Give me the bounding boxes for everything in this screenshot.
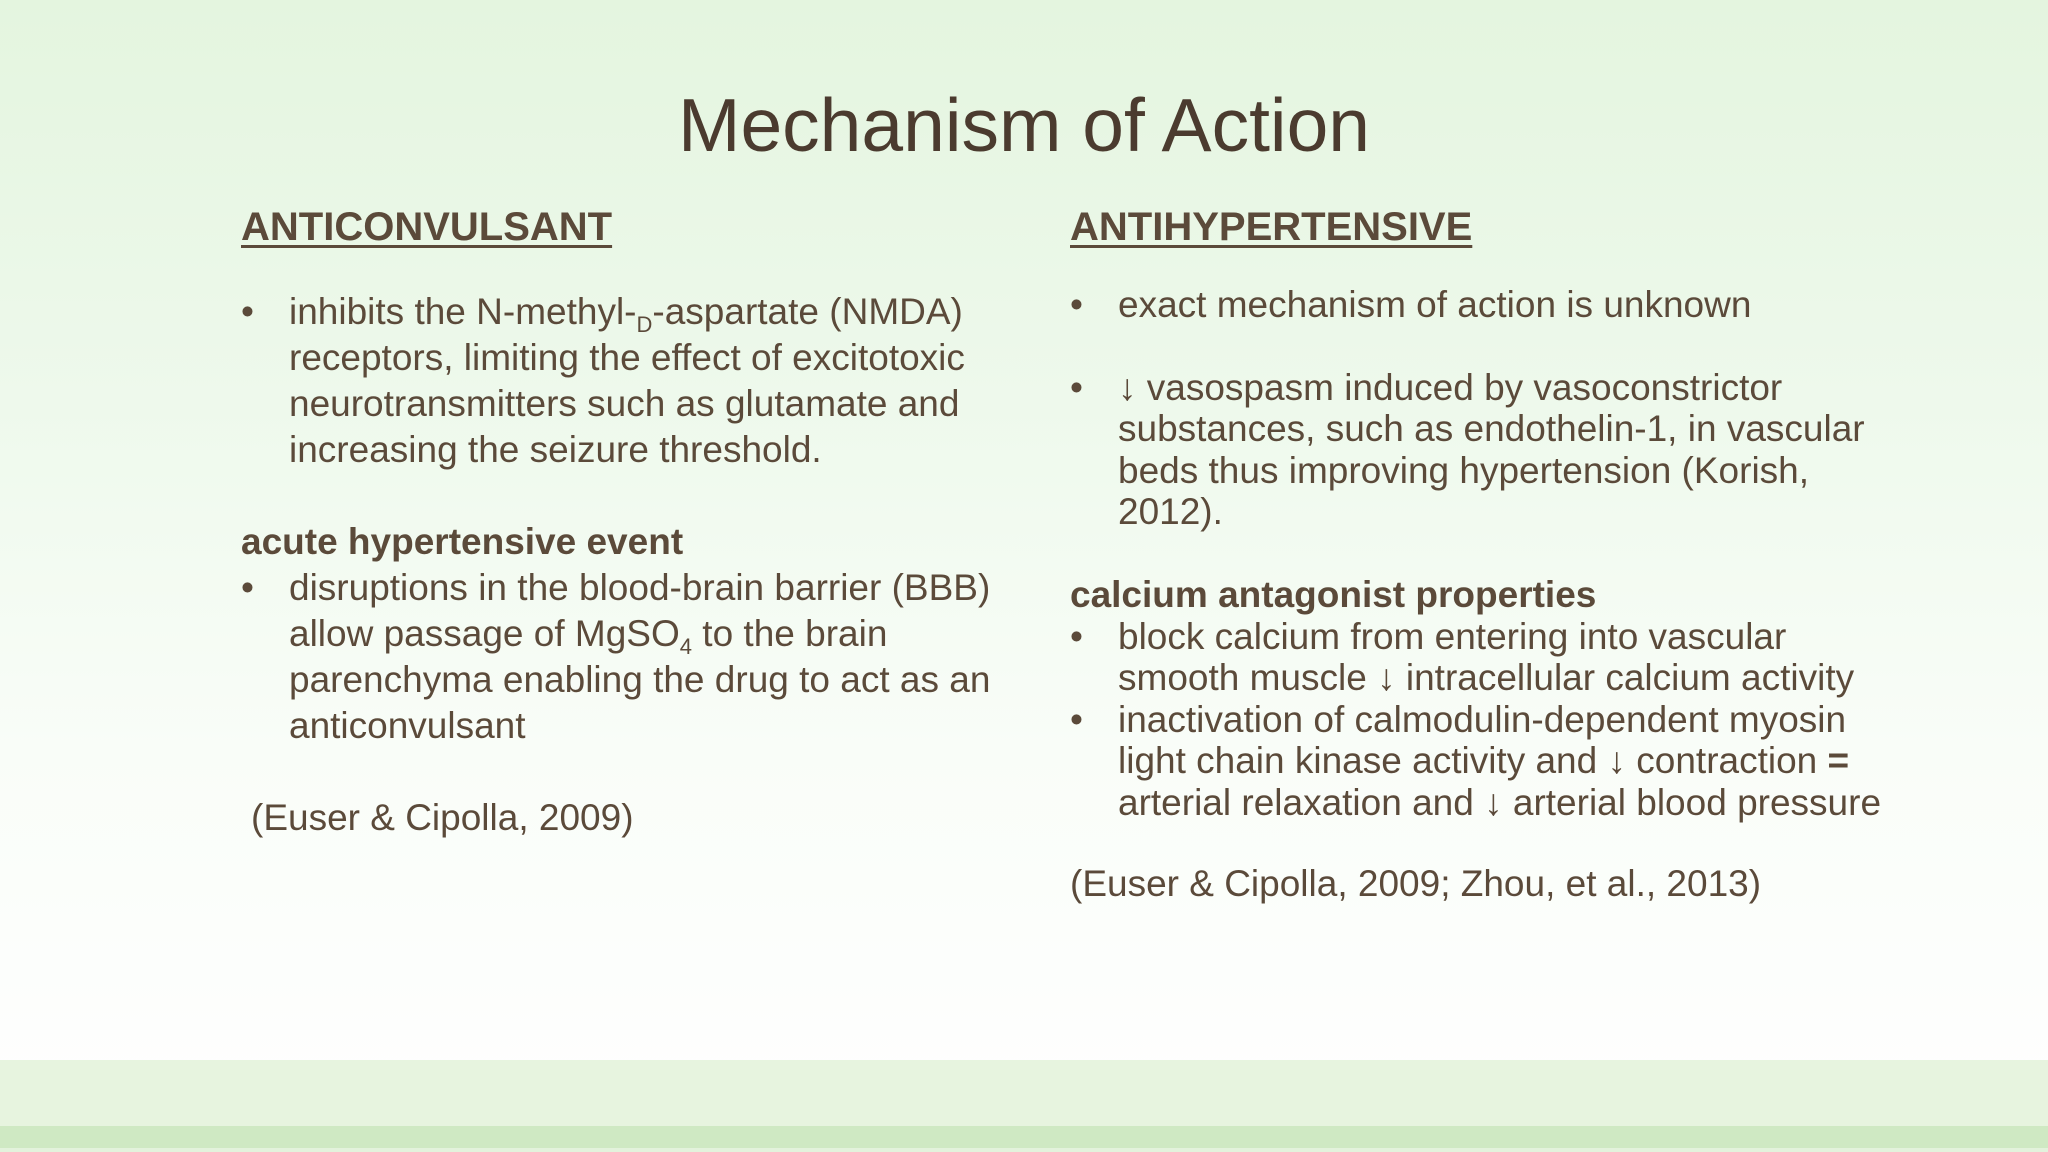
bbb-bullet [241,565,1061,749]
unknown-mechanism-bullet: • exact mechanism of action is unknown [1070,284,1890,326]
antihypertensive-heading: ANTIHYPERTENSIVE [1070,205,1473,249]
left-citation: (Euser & Cipolla, 2009) [251,797,634,838]
bbb-bullet-text-end: to the brain parenchyma enabling the drug to act as an anticonvulsant [289,613,991,746]
anticonvulsant-column [241,203,1061,841]
footer-line-edge [0,1148,2048,1152]
calmodulin-bullet-text-start: inactivation of calmodulin-dependent myosin light chain kinase activity and ↓ contraction [1118,698,1847,781]
anticonvulsant-heading: ANTICONVULSANT [241,205,613,249]
right-citation: (Euser & Cipolla, 2009; Zhou, et al., 2013) [1070,863,1762,904]
calmodulin-bullet [1070,699,1890,824]
nmda-bullet-text-start: inhibits the N-methyl- [289,291,637,332]
calmodulin-bullet-text-end: arterial relaxation and ↓ arterial blood pressure [1118,781,1882,823]
acute-hypertensive-subheading: acute hypertensive event [241,521,684,562]
antihypertensive-column [1070,203,1890,907]
bbb-bullet-text-start: disruptions in the blood-brain barrier (BBB) allow passage of MgSO [289,567,991,654]
nmda-bullet [241,289,1061,473]
nmda-bullet-text-end: -aspartate (NMDA) receptors, limiting the effect of excitotoxic neurotransmitters such as glutamate and increasing the seizure threshold. [289,291,965,470]
slide-title: Mechanism of Action [678,83,1370,167]
vasospasm-bullet: • ↓ vasospasm induced by vasoconstrictor substances, such as endothelin-1, in vascular beds thus improving hypertension (Korish, 2012). [1070,367,1890,533]
footer-band [0,1060,2048,1126]
equals-sign: = [1827,740,1850,781]
calcium-block-bullet: • block calcium from entering into vascular smooth muscle ↓ intracellular calcium activity [1070,616,1890,699]
calcium-antagonist-subheading: calcium antagonist properties [1070,573,1597,615]
nmda-subscript: D [636,312,653,337]
mgso4-subscript: 4 [679,634,693,659]
